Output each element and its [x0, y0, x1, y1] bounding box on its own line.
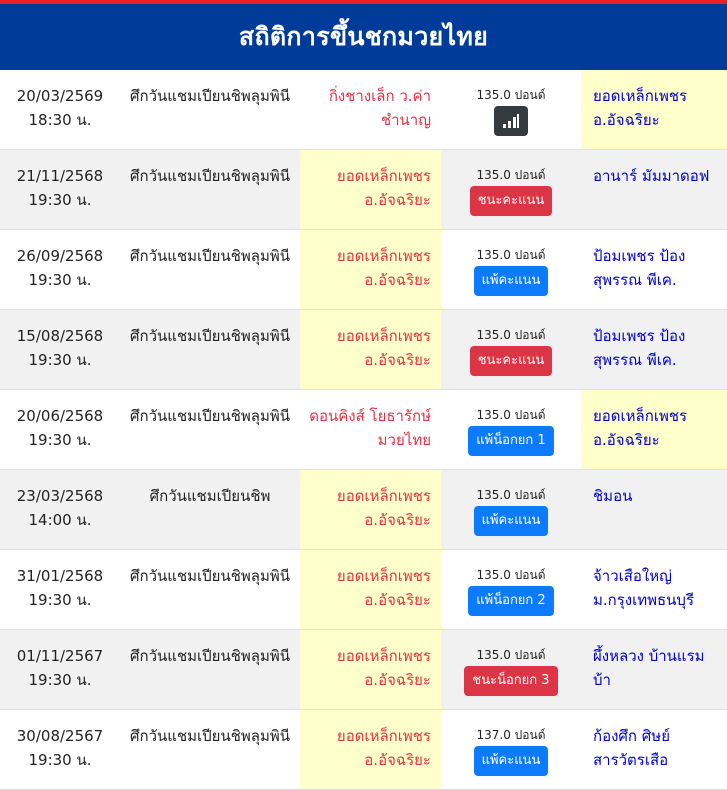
- table-row: [0, 390, 727, 470]
- fight-date: 26/09/2568: [16, 247, 104, 265]
- red-corner-fighter[interactable]: ยอดเหล็กเพชร อ.อัจฉริยะ: [336, 247, 431, 289]
- red-corner-fighter[interactable]: ยอดเหล็กเพชร อ.อัจฉริยะ: [336, 167, 431, 209]
- fight-time: 19:30 น.: [28, 191, 92, 209]
- blue-corner-cell: [581, 230, 727, 309]
- red-corner-cell: [300, 710, 441, 789]
- blue-corner-cell: [581, 630, 727, 709]
- red-corner-cell: [300, 470, 441, 549]
- event-cell: [120, 630, 300, 709]
- fight-time: 19:30 น.: [28, 271, 92, 289]
- red-corner-cell: [300, 630, 441, 709]
- red-corner-fighter[interactable]: ยอดเหล็กเพชร อ.อัจฉริยะ: [336, 727, 431, 769]
- red-corner-fighter[interactable]: ยอดเหล็กเพชร อ.อัจฉริยะ: [336, 487, 431, 529]
- loss-result-badge: แพ้คะแนน: [474, 746, 549, 776]
- fight-datetime: [0, 710, 120, 789]
- event-cell: [120, 390, 300, 469]
- fight-time: 19:30 น.: [28, 591, 92, 609]
- fight-time: 18:30 น.: [28, 111, 92, 129]
- event-name: ศึกวันแชมเปียนชิพลุมพินี: [130, 727, 290, 745]
- red-corner-fighter[interactable]: ยอดเหล็กเพชร อ.อัจฉริยะ: [336, 567, 431, 609]
- blue-corner-fighter[interactable]: จ้าวเสือใหญ่ ม.กรุงเทพธนบุรี: [593, 567, 695, 609]
- fight-datetime: [0, 390, 120, 469]
- table-row: [0, 230, 727, 310]
- result-cell: [441, 710, 581, 789]
- result-cell: [441, 70, 581, 149]
- loss-result-badge: แพ้คะแนน: [474, 506, 549, 536]
- fight-date: 21/11/2568: [16, 167, 104, 185]
- blue-corner-fighter[interactable]: อานาร์ มัมมาดอฟ: [593, 167, 710, 185]
- weight-label: 135.0 ปอนด์: [476, 168, 546, 182]
- fight-time: 14:00 น.: [28, 511, 92, 529]
- blue-corner-cell: [581, 70, 727, 149]
- red-corner-cell: [300, 550, 441, 629]
- event-cell: [120, 150, 300, 229]
- blue-corner-cell: [581, 390, 727, 469]
- page-header: [0, 4, 727, 70]
- red-corner-fighter[interactable]: กิ่งชางเล็ก ว.ค่าชำนาญ: [328, 87, 431, 129]
- loss-result-badge: แพ้น็อกยก 1: [468, 426, 553, 456]
- fight-datetime: [0, 470, 120, 549]
- event-name: ศึกวันแชมเปียนชิพลุมพินี: [130, 327, 290, 345]
- fight-datetime: [0, 310, 120, 389]
- result-cell: [441, 230, 581, 309]
- result-cell: [441, 550, 581, 629]
- event-name: ศึกวันแชมเปียนชิพลุมพินี: [130, 247, 290, 265]
- fight-date: 23/03/2568: [16, 487, 104, 505]
- page-title: สถิติการขึ้นชกมวยไทย: [238, 22, 489, 51]
- stats-button[interactable]: [494, 106, 528, 136]
- blue-corner-cell: [581, 710, 727, 789]
- event-name: ศึกวันแชมเปียนชิพลุมพินี: [130, 407, 290, 425]
- red-corner-cell: [300, 230, 441, 309]
- win-result-badge: ชนะคะแนน: [470, 186, 553, 216]
- result-cell: [441, 310, 581, 389]
- event-cell: [120, 230, 300, 309]
- weight-label: 135.0 ปอนด์: [476, 408, 546, 422]
- weight-label: 135.0 ปอนด์: [476, 648, 546, 662]
- blue-corner-cell: [581, 550, 727, 629]
- event-name: ศึกวันแชมเปียนชิพ: [149, 487, 271, 505]
- table-row: [0, 630, 727, 710]
- red-corner-cell: [300, 390, 441, 469]
- red-corner-cell: [300, 150, 441, 229]
- result-cell: [441, 470, 581, 549]
- fight-date: 01/11/2567: [16, 647, 104, 665]
- event-name: ศึกวันแชมเปียนชิพลุมพินี: [130, 567, 290, 585]
- blue-corner-fighter[interactable]: ผึ้งหลวง บ้านแรมบ้า: [593, 647, 705, 689]
- win-result-badge: ชนะคะแนน: [470, 346, 553, 376]
- event-name: ศึกวันแชมเปียนชิพลุมพินี: [130, 167, 290, 185]
- blue-corner-fighter[interactable]: ก้องศึก ศิษย์สารวัตรเสือ: [593, 727, 670, 769]
- event-cell: [120, 310, 300, 389]
- fight-datetime: [0, 230, 120, 309]
- weight-label: 135.0 ปอนด์: [476, 328, 546, 342]
- result-cell: [441, 150, 581, 229]
- event-cell: [120, 470, 300, 549]
- blue-corner-cell: [581, 470, 727, 549]
- red-corner-fighter[interactable]: ยอดเหล็กเพชร อ.อัจฉริยะ: [336, 647, 431, 689]
- fight-date: 20/03/2569: [16, 87, 104, 105]
- fight-datetime: [0, 630, 120, 709]
- weight-label: 137.0 ปอนด์: [476, 728, 546, 742]
- fight-date: 15/08/2568: [16, 327, 104, 345]
- red-corner-cell: [300, 310, 441, 389]
- fight-datetime: [0, 150, 120, 229]
- blue-corner-cell: [581, 310, 727, 389]
- weight-label: 135.0 ปอนด์: [476, 488, 546, 502]
- event-cell: [120, 550, 300, 629]
- table-row: [0, 710, 727, 790]
- loss-result-badge: แพ้น็อกยก 2: [468, 586, 553, 616]
- fight-time: 19:30 น.: [28, 671, 92, 689]
- result-cell: [441, 390, 581, 469]
- loss-result-badge: แพ้คะแนน: [474, 266, 549, 296]
- fight-time: 19:30 น.: [28, 431, 92, 449]
- blue-corner-fighter[interactable]: ยอดเหล็กเพชร อ.อัจฉริยะ: [593, 87, 688, 129]
- blue-corner-fighter[interactable]: ป้อมเพชร ป้องสุพรรณ พีเค.: [593, 247, 686, 289]
- event-name: ศึกวันแชมเปียนชิพลุมพินี: [130, 647, 290, 665]
- fight-date: 31/01/2568: [16, 567, 104, 585]
- blue-corner-fighter[interactable]: ชิมอน: [593, 487, 633, 505]
- bar-chart-icon: [502, 113, 520, 129]
- blue-corner-cell: [581, 150, 727, 229]
- event-name: ศึกวันแชมเปียนชิพลุมพินี: [130, 87, 290, 105]
- table-row: [0, 550, 727, 630]
- table-row: [0, 470, 727, 550]
- table-row: [0, 70, 727, 150]
- fight-date: 30/08/2567: [16, 727, 104, 745]
- table-row: [0, 150, 727, 230]
- event-cell: [120, 710, 300, 789]
- red-corner-cell: [300, 70, 441, 149]
- fight-record-table: [0, 70, 727, 790]
- red-corner-fighter[interactable]: ยอดเหล็กเพชร อ.อัจฉริยะ: [336, 327, 431, 369]
- event-cell: [120, 70, 300, 149]
- win-result-badge: ชนะน็อกยก 3: [464, 666, 557, 696]
- weight-label: 135.0 ปอนด์: [476, 248, 546, 262]
- result-cell: [441, 630, 581, 709]
- weight-label: 135.0 ปอนด์: [476, 88, 546, 102]
- red-corner-fighter[interactable]: ดอนคิงส์ โยธารักษ์มวยไทย: [309, 407, 431, 449]
- table-row: [0, 310, 727, 390]
- blue-corner-fighter[interactable]: ยอดเหล็กเพชร อ.อัจฉริยะ: [593, 407, 688, 449]
- fight-date: 20/06/2568: [16, 407, 104, 425]
- fight-datetime: [0, 70, 120, 149]
- blue-corner-fighter[interactable]: ป้อมเพชร ป้องสุพรรณ พีเค.: [593, 327, 686, 369]
- weight-label: 135.0 ปอนด์: [476, 568, 546, 582]
- fight-time: 19:30 น.: [28, 751, 92, 769]
- fight-time: 19:30 น.: [28, 351, 92, 369]
- fight-datetime: [0, 550, 120, 629]
